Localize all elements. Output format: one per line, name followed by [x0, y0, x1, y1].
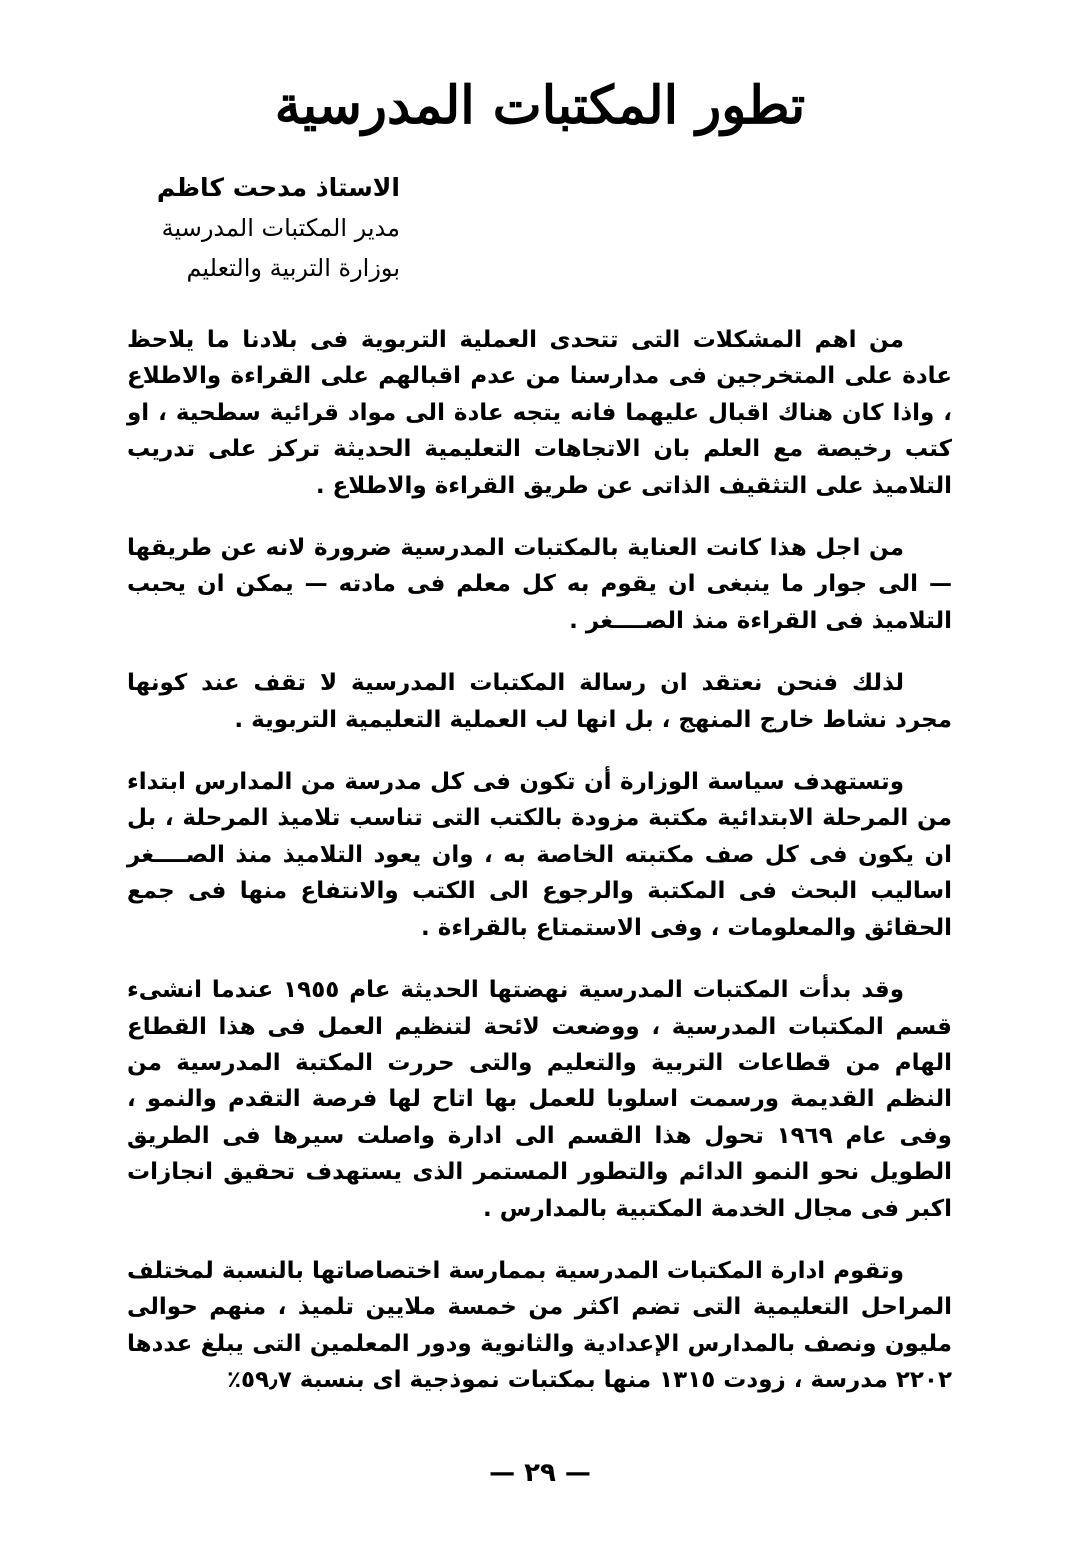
author-ministry: بوزارة التربية والتعليم: [186, 254, 400, 282]
paragraph: لذلك فنحن نعتقد ان رسالة المكتبات المدرسية لا تقف عند كونها مجرد نشاط خارج المنهج ، بل انها لب العملية التعليمية التربوية .: [127, 670, 952, 733]
paragraph: من اهم المشكلات التى تتحدى العملية التربوية فى بلادنا ما يلاحظ عادة على المتخرجين فى مدارسنا من عدم اقبالهم على القراءة والاطلاع ، واذا كان هناك اقبال عليهما فانه يتجه عادة الى مواد قرائية سطحية ، او كتب رخيصة مع العلم بان الاتجاهات التعليمية الحديثة تركز على تدريب التلاميذ على التثقيف الذاتى عن طريق القراءة والاطلاع .: [127, 327, 952, 499]
paragraph: وتقوم ادارة المكتبات المدرسية بممارسة اختصاصاتها بالنسبة لمختلف المراحل التعليمية التى تضم اكثر من خمسة ملايين تلميذ ، منهم حوالى مليون ونصف بالمدارس الإعدادية والثانوية ودور المعلمين التى يبلغ عددها ٢٢٠٢ مدرسة ، زودت ١٣١٥ منها بمكتبات نموذجية اى بنسبة ٥٩٫٧٪: [127, 1257, 952, 1394]
author-block: [100, 168, 400, 288]
paragraph: من اجل هذا كانت العناية بالمكتبات المدرسية ضرورة لانه عن طريقها — الى جوار ما ينبغى ان يقوم به كل معلم فى مادته — يمكن ان يحبب التلاميذ فى القراءة منذ الصــــغر .: [127, 535, 952, 634]
author-name: الاستاذ مدحت كاظم: [156, 173, 400, 202]
page-number: — ٢٩ —: [489, 1458, 591, 1488]
author-position: مدير المكتبات المدرسية: [161, 214, 400, 242]
article-title: تطور المكتبات المدرسية: [274, 75, 806, 136]
article-body: [127, 322, 952, 1425]
paragraph: وتستهدف سياسة الوزارة أن تكون فى كل مدرسة من المدارس ابتداء من المرحلة الابتدائية مكتبة مزودة بالكتب التى تناسب تلاميذ المرحلة ، بل ان يكون فى كل صف مكتبته الخاصة به ، وان يعود التلاميذ منذ الصــــغر اساليب البحث فى المكتبة والرجوع الى الكتب والانتفاع منها فى جمع الحقائق والمعلومات ، وفى الاستمتاع بالقراءة .: [127, 769, 952, 941]
paragraph: وقد بدأت المكتبات المدرسية نهضتها الحديثة عام ١٩٥٥ عندما انشىء قسم المكتبات المدرسية ، ووضعت لائحة لتنظيم العمل فى هذا القطاع الهام من قطاعات التربية والتعليم والتى حررت المكتبة المدرسية من النظم القديمة ورسمت اسلوبا للعمل بها اتاح لها فرصة التقدم والنمو ، وفى عام ١٩٦٩ تحول هذا القسم الى ادارة واصلت سيرها فى الطريق الطويل نحو النمو الدائم والتطور المستمر الذى يستهدف تحقيق انجازات اكبر فى مجال الخدمة المكتبية بالمدارس .: [127, 977, 952, 1222]
